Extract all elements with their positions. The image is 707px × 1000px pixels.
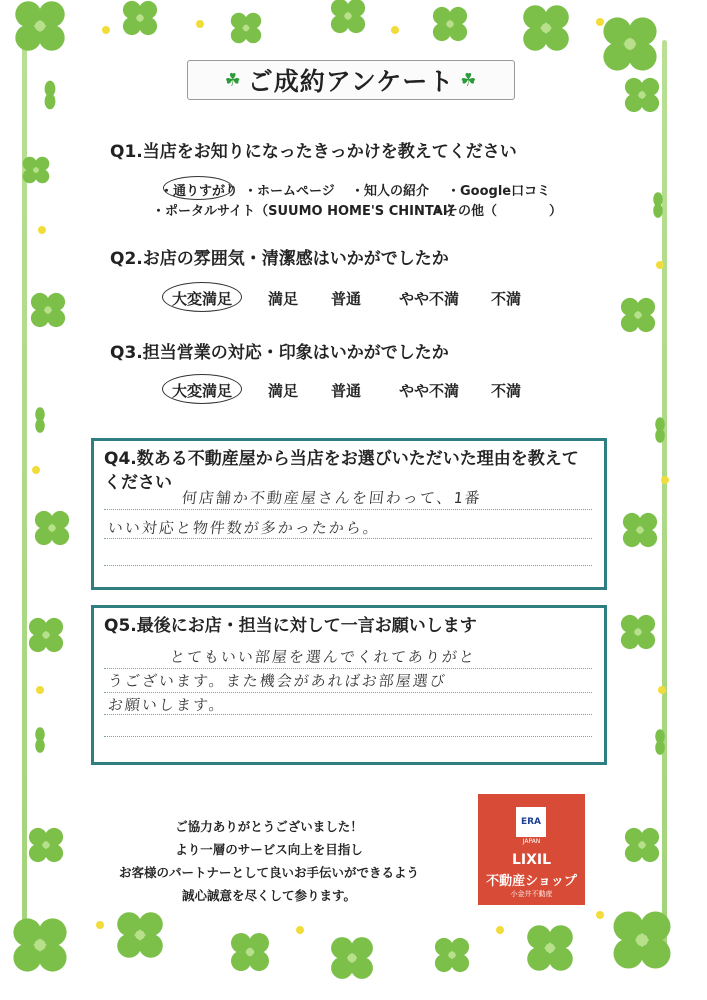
clover-ornament-left-icon: ☘ xyxy=(224,69,242,91)
lixil-brand: LIXIL xyxy=(511,852,552,868)
q3-rating-satisfied[interactable]: 満足 xyxy=(268,382,299,400)
q1-selected-circle xyxy=(163,176,233,200)
q5-question: Q5.最後にお店・担当に対して一言お願いします xyxy=(104,616,477,636)
q1-question: Q1.当店をお知りになったきっかけを教えてください xyxy=(110,142,517,162)
q4-handwritten-answer-line1: 何店舗か不動産屋さんを回わって、1番 xyxy=(181,489,483,507)
q3-rating-dissatisfied[interactable]: 不満 xyxy=(491,382,522,400)
answer-line xyxy=(104,565,592,566)
thanks-line4: 誠心誠意を尽くして参ります。 xyxy=(181,888,356,903)
q1-option-google-reviews[interactable]: ・Google口コミ xyxy=(447,184,551,199)
q1-option-other[interactable]: ・その他（ ） xyxy=(432,204,563,219)
thanks-message xyxy=(104,815,434,907)
fudosan-shop-label: 不動産ショップ xyxy=(486,874,577,889)
survey-title-box xyxy=(187,60,515,100)
q4-question-line2: ください xyxy=(104,473,172,493)
answer-line xyxy=(104,538,592,539)
store-name: 小金井不動産 xyxy=(510,890,553,898)
q2-rating-somewhat-dissatisfied[interactable]: やや不満 xyxy=(399,290,460,308)
era-logo-subtext: JAPAN xyxy=(522,838,541,845)
thanks-line3: お客様のパートナーとして良いお手伝いができるよう xyxy=(118,865,419,880)
era-logo-icon xyxy=(516,807,546,837)
q2-question: Q2.お店の雰囲気・清潔感はいかがでしたか xyxy=(110,249,449,269)
q5-handwritten-answer-line2: うございます。また機会があればお部屋選び xyxy=(107,672,448,690)
q2-rating-very-satisfied[interactable]: 大変満足 xyxy=(172,290,233,308)
q2-rating-neutral[interactable]: 普通 xyxy=(331,290,362,308)
q4-question-line1: Q4.数ある不動産屋から当店をお選びいただいた理由を教えて xyxy=(104,449,579,469)
q1-option-portal-site[interactable]: ・ポータルサイト（SUUMO HOME'S CHINTAI） xyxy=(152,204,461,219)
q5-answer-panel[interactable] xyxy=(91,605,607,765)
q5-handwritten-answer-line3: お願いします。 xyxy=(107,696,227,714)
q3-question: Q3.担当営業の対応・印象はいかがでしたか xyxy=(110,343,449,363)
q1-option-homepage[interactable]: ・ホームページ xyxy=(244,184,335,199)
q1-option-passing-by[interactable]: ・通りすがり xyxy=(160,184,239,199)
company-logo xyxy=(478,794,585,905)
q4-answer-panel[interactable] xyxy=(91,438,607,590)
q2-rating-satisfied[interactable]: 満足 xyxy=(268,290,299,308)
thanks-line1: ご協力ありがとうございました！ xyxy=(175,819,363,834)
q5-handwritten-answer-line1: とてもいい部屋を選んでくれてありがと xyxy=(169,648,477,666)
survey-title: ご成約アンケート xyxy=(247,67,455,96)
q2-selected-circle xyxy=(162,282,242,312)
thanks-line2: より一層のサービス向上を目指し xyxy=(175,842,363,857)
era-logo-text: ERA xyxy=(520,817,542,827)
q3-rating-neutral[interactable]: 普通 xyxy=(331,382,362,400)
q3-selected-circle xyxy=(162,374,242,404)
q1-option-acquaintance[interactable]: ・知人の紹介 xyxy=(351,184,430,199)
q2-rating-dissatisfied[interactable]: 不満 xyxy=(491,290,522,308)
q3-rating-somewhat-dissatisfied[interactable]: やや不満 xyxy=(399,382,460,400)
answer-line xyxy=(104,692,592,693)
q3-rating-very-satisfied[interactable]: 大変満足 xyxy=(172,382,233,400)
answer-line xyxy=(104,736,592,737)
answer-line xyxy=(104,668,592,669)
clover-ornament-right-icon: ☘ xyxy=(460,69,478,91)
answer-line xyxy=(104,509,592,510)
q4-handwritten-answer-line2: いい対応と物件数が多かったから。 xyxy=(107,519,381,537)
